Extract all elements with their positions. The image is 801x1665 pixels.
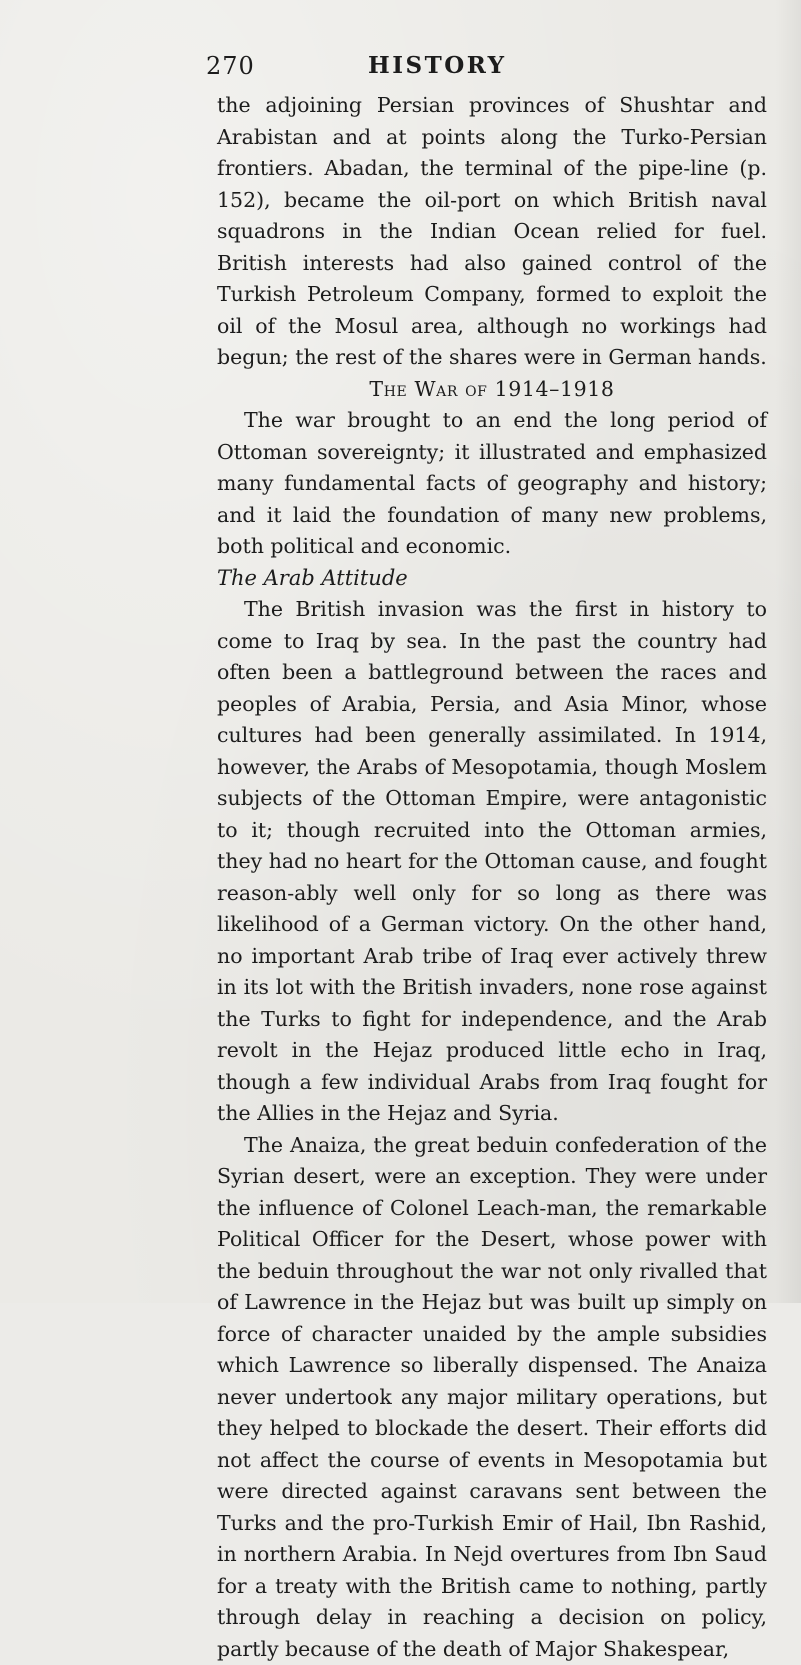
paragraph-arab-attitude-1: The British invasion was the first in history to come to Iraq by sea. In the past the country had often been a battleground between the races and peoples of Arabia, Persia, and Asia Minor, whose cultures had been generally assimilated. In 1914, however, the Arabs of Mesopotamia, though Moslem subjects of the Ottoman Empire, were antagonistic to it; though recruited into the Ottoman armies, they had no heart for the Ottoman cause, and fought reason-ably well only for so long as there was likelihood of a German victory. On the other hand, no important Arab tribe of Iraq ever actively threw in its lot with the British invaders, none rose against the Turks to fight for independence, and the Arab revolt in the Hejaz produced little echo in Iraq, though a few individual Arabs from Iraq fought for the Allies in the Hejaz and Syria. xyxy=(217,594,767,1130)
body-text xyxy=(217,90,767,1665)
paragraph-section-intro: The war brought to an end the long period of Ottoman sovereignty; it illustrated and emphasized many fundamental facts of geography and history; and it laid the foundation of many new problems, both political and economic. xyxy=(217,405,767,563)
running-head xyxy=(0,52,801,84)
section-heading: The War of 1914–1918 xyxy=(217,374,767,406)
page-number: 270 xyxy=(206,52,255,80)
subheading: The Arab Attitude xyxy=(217,563,767,595)
page-edge-shadow xyxy=(775,0,801,1303)
paragraph-arab-attitude-2: The Anaiza, the great beduin confederation of the Syrian desert, were an exception. They were under the influence of Colonel Leach-man, the remarkable Political Officer for the Desert, whose power with the beduin throughout the war not only rivalled that of Lawrence in the Hejaz but was built up simply on force of character unaided by the ample subsidies which Lawrence so liberally dispensed. The Anaiza never undertook any major military operations, but they helped to blockade the desert. Their efforts did not affect the course of events in Mesopotamia but were directed against caravans sent between the Turks and the pro-Turkish Emir of Hail, Ibn Rashid, in northern Arabia. In Nejd overtures from Ibn Saud for a treaty with the British came to nothing, partly through delay in reaching a decision on policy, partly because of the death of Major Shakespear, xyxy=(217,1130,767,1665)
running-title: HISTORY xyxy=(368,52,507,79)
paragraph-continued: the adjoining Persian provinces of Shushtar and Arabistan and at points along the Turko-Persian frontiers. Abadan, the terminal of the pipe-line (p. 152), became the oil-port on which British naval squadrons in the Indian Ocean relied for fuel. British interests had also gained control of the Turkish Petroleum Company, formed to exploit the oil of the Mosul area, although no workings had begun; the rest of the shares were in German hands. xyxy=(217,90,767,374)
